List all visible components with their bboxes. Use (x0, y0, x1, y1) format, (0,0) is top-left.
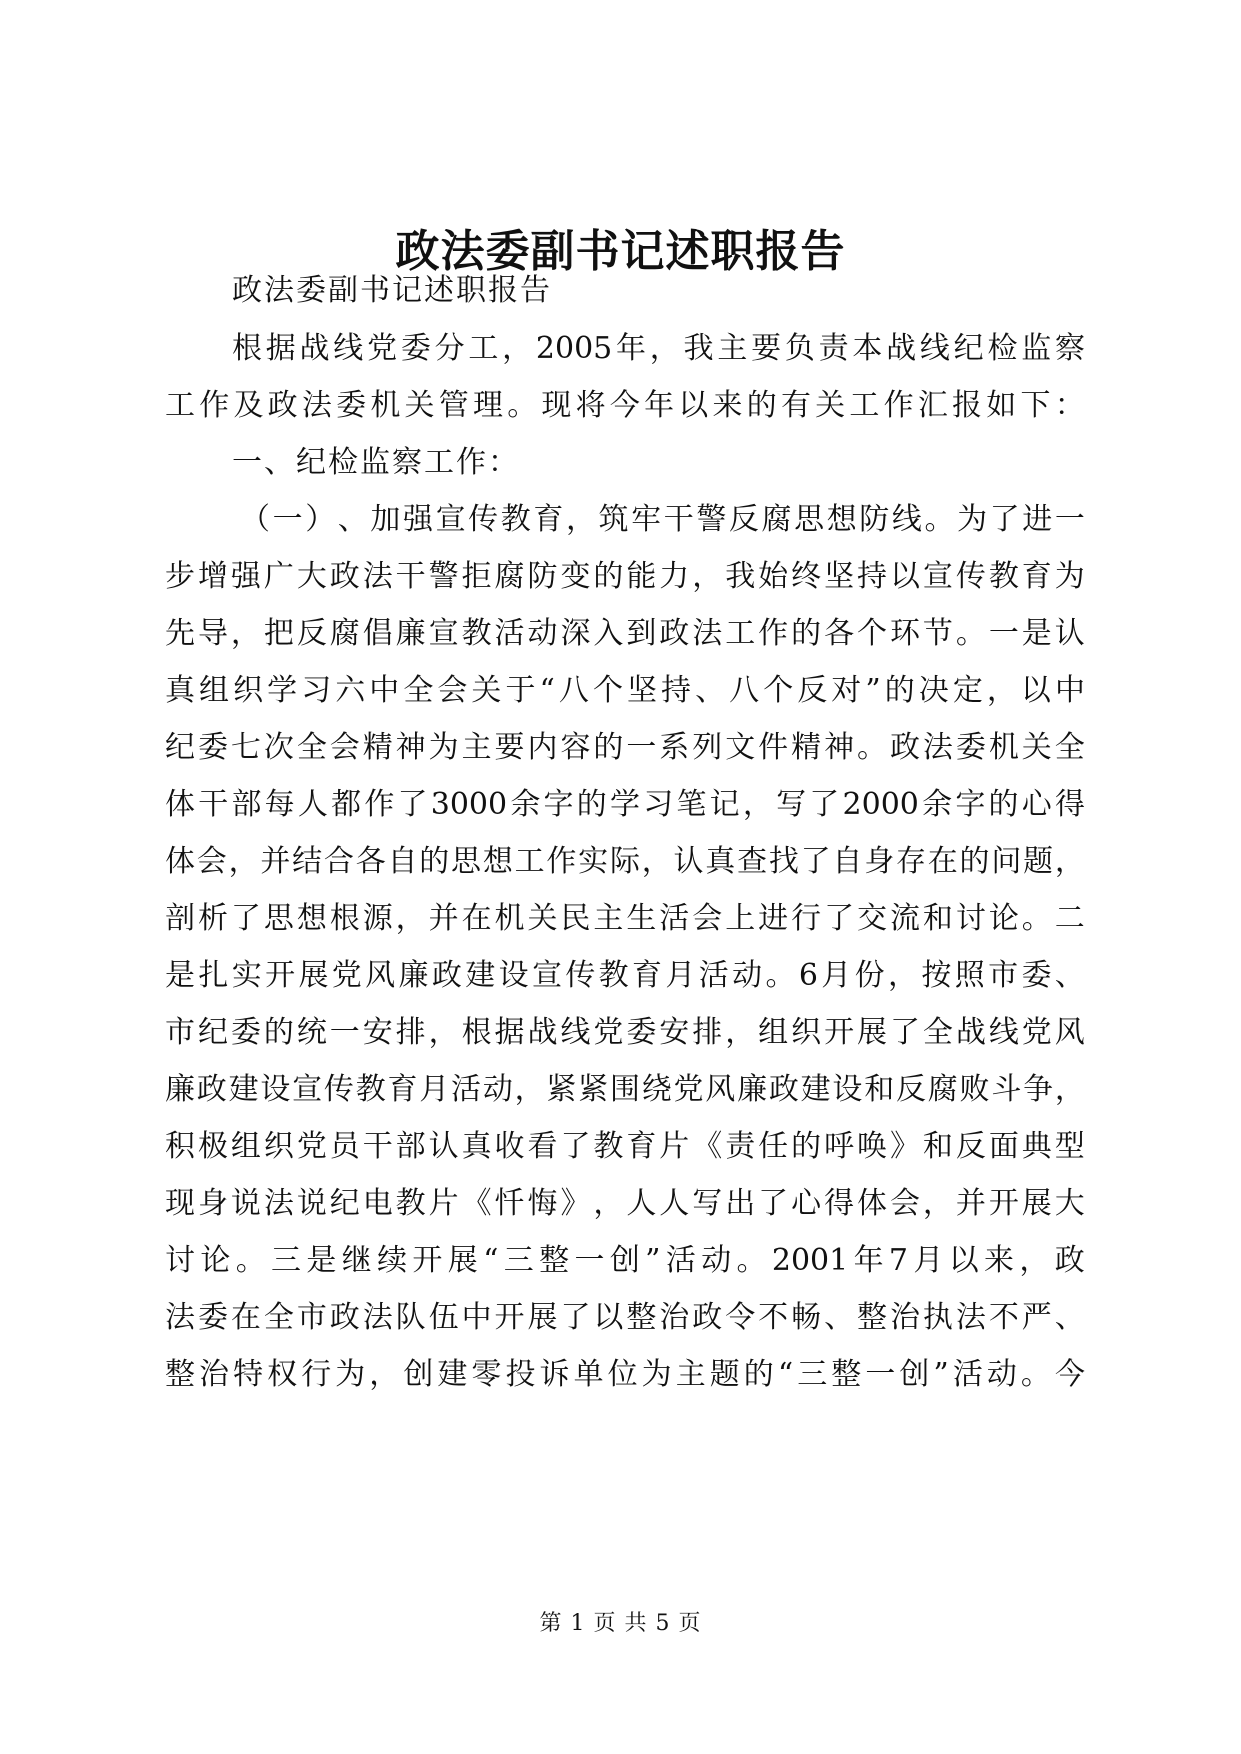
text-line: 剖 析 了 思 想 根 源 ， 并 在 机 关 民 主 生 活 会 上 进 行 了 交 流 和 讨 论 。 二 (165, 901, 1085, 936)
text-line: 体 干 部 每 人 都 作 了 3000 余 字 的 学 习 笔 记 ， 写 了 2000 余 字 的 心 得 (165, 787, 1085, 822)
text-line: 法 委 在 全 市 政 法 队 伍 中 开 展 了 以 整 治 政 令 不 畅 、 整 治 执 法 不 严 、 (165, 1300, 1085, 1335)
document-title: 政法委副书记述职报告 (395, 226, 846, 277)
text-line: 市 纪 委 的 统 一 安 排 ， 根 据 战 线 党 委 安 排 ， 组 织 开 展 了 全 战 线 党 风 (165, 1015, 1085, 1050)
text-line: 整 治 特 权 行 为 ， 创 建 零 投 诉 单 位 为 主 题 的 “ 三 整 一 创 ” 活 动 。 今 (165, 1357, 1085, 1392)
text-line: 先 导 ， 把 反 腐 倡 廉 宣 教 活 动 深 入 到 政 法 工 作 的 各 个 环 节 。 一 是 认 (165, 616, 1085, 651)
text-line: 讨 论 。 三 是 继 续 开 展 “ 三 整 一 创 ” 活 动 。 2001 年 7 月 以 来 ， 政 (165, 1243, 1085, 1278)
text-line: 积 极 组 织 党 员 干 部 认 真 收 看 了 教 育 片 《 责 任 的 呼 唤 》 和 反 面 典 型 (165, 1129, 1085, 1164)
section-heading: 一、纪检监察工作： (232, 445, 520, 480)
text-line: 廉 政 建 设 宣 传 教 育 月 活 动 ， 紧 紧 围 绕 党 风 廉 政 建 设 和 反 腐 败 斗 争 ， (165, 1072, 1085, 1107)
text-line: 真 组 织 学 习 六 中 全 会 关 于 “ 八 个 坚 持 、 八 个 反 对 ” 的 决 定 ， 以 中 (165, 673, 1085, 708)
text-line: 步 增 强 广 大 政 法 干 警 拒 腐 防 变 的 能 力 ， 我 始 终 坚 持 以 宣 传 教 育 为 (165, 559, 1085, 594)
subsection-heading: （ 一 ） 、 加 强 宣 传 教 育 ， 筑 牢 干 警 反 腐 思 想 防 线 。 为 了 进 一 (240, 502, 1085, 537)
text-line: 根 据 战 线 党 委 分 工 ， 2005 年 ， 我 主 要 负 责 本 战 线 纪 检 监 察 (232, 331, 1085, 366)
page-footer: 第 1 页 共 5 页 (539, 1611, 702, 1636)
text-line: 现 身 说 法 说 纪 电 教 片 《 忏 悔 》 ， 人 人 写 出 了 心 得 体 会 ， 并 开 展 大 (165, 1186, 1085, 1221)
text-line: 体 会 ， 并 结 合 各 自 的 思 想 工 作 实 际 ， 认 真 查 找 了 自 身 存 在 的 问 题 ， (165, 844, 1085, 879)
text-line: 纪 委 七 次 全 会 精 神 为 主 要 内 容 的 一 系 列 文 件 精 神 。 政 法 委 机 关 全 (165, 730, 1085, 765)
document-subtitle: 政法委副书记述职报告 (232, 273, 552, 308)
text-line: 是 扎 实 开 展 党 风 廉 政 建 设 宣 传 教 育 月 活 动 。 6 月 份 ， 按 照 市 委 、 (165, 958, 1085, 993)
text-line: 工 作 及 政 法 委 机 关 管 理 。 现 将 今 年 以 来 的 有 关 工 作 汇 报 如 下 ： (165, 388, 1085, 423)
